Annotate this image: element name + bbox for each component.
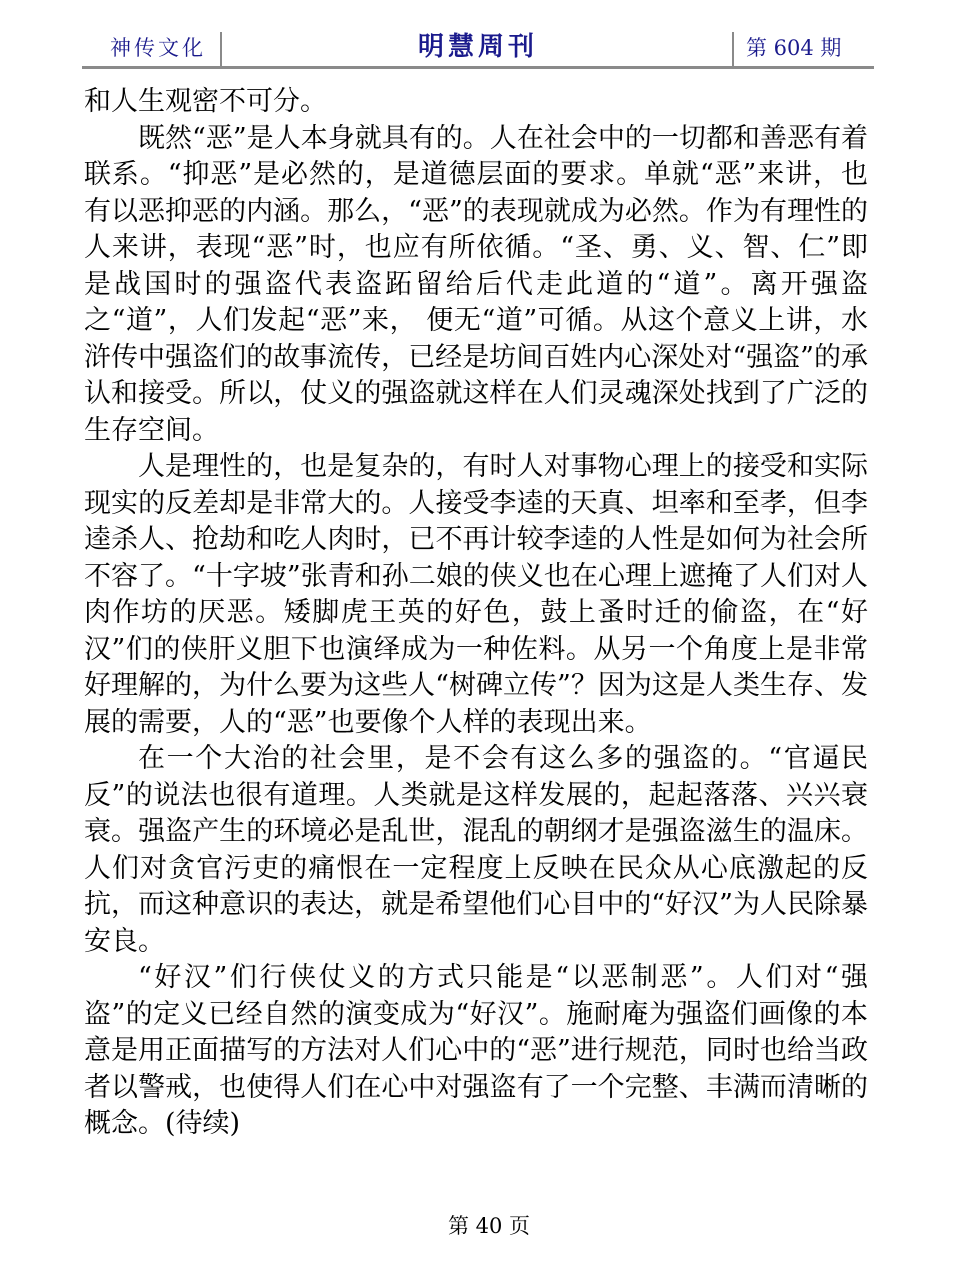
header-publication-title: 明慧周刊: [417, 32, 538, 62]
header-issue-number: 第 604 期: [746, 36, 842, 60]
header-divider-left: [220, 32, 222, 68]
paragraph: 人是理性的，也是复杂的，有时人对事物心理上的接受和实际现实的反差却是非常大的。人接受李逵的天真、坦率和至孝，但李逵杀人、抢劫和吃人肉时，已不再计较李逵的人性是如何为社会所不容了。“十字坡”张青和孙二娘的侠义也在心理上遮掩了人们对人肉作坊的厌恶。矮脚虎王英的好色，鼓上蚤时迁的偷盗，在“好汉”们的侠肝义胆下也演绎成为一种佐料。从另一个角度上是非常好理解的，为什么要为这些人“树碑立传”？因为这是人类生存、发展的需要，人的“恶”也要像个人样的表现出来。: [84, 451, 868, 738]
page-number: 第 40 页: [447, 1214, 531, 1238]
paragraph: “好汉”们行侠仗义的方式只能是“以恶制恶”。人们对“强盗”的定义已经自然的演变成为“好汉”。施耐庵为强盗们画像的本意是用正面描写的方法对人们心中的“恶”进行规范，同时也给当政者以警戒，也使得人们在心中对强盗有了一个完整、丰满而清晰的概念。(待续): [84, 962, 868, 1139]
header-divider-right: [732, 32, 734, 68]
paragraph-continuation: 和人生观密不可分。: [84, 86, 327, 117]
paragraph: 在一个大治的社会里，是不会有这么多的强盗的。“官逼民反”的说法也很有道理。人类就是这样发展的，起起落落、兴兴衰衰。强盗产生的环境必是乱世，混乱的朝纲才是强盗滋生的温床。人们对贪官污吏的痛恨在一定程度上反映在民众从心底激起的反抗，而这种意识的表达，就是希望他们心目中的“好汉”为人民除暴安良。: [84, 743, 868, 957]
page-header: [82, 24, 874, 70]
header-section-label: 神传文化: [110, 36, 206, 60]
paragraph: 既然“恶”是人本身就具有的。人在社会中的一切都和善恶有着联系。“抑恶”是必然的，是道德层面的要求。单就“恶”来讲，也有以恶抑恶的内涵。那么，“恶”的表现就成为必然。作为有理性的人来讲，表现“恶”时，也应有所依循。“圣、勇、义、智、仁”即是战国时的强盗代表盗跖留给后代走此道的“道”。离开强盗之“道”，人们发起“恶”来， 便无“道”可循。从这个意义上讲，水浒传中强盗们的故事流传，已经是坊间百姓内心深处对“强盗”的承认和接受。所以，仗义的强盗就这样在人们灵魂深处找到了广泛的生存空间。: [84, 122, 868, 446]
header-rule: [82, 66, 874, 69]
article-body: [84, 84, 868, 1143]
